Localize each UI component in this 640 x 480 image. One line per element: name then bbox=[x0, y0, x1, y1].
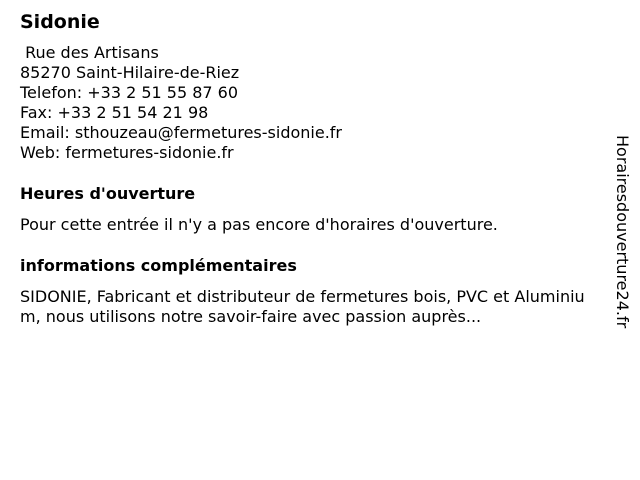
fax-number: Fax: +33 2 51 54 21 98 bbox=[20, 103, 209, 122]
watermark-container bbox=[612, 135, 632, 345]
business-card bbox=[20, 10, 600, 327]
site-watermark: Horairesdouverture24.fr bbox=[613, 135, 632, 329]
opening-hours-heading: Heures d'ouverture bbox=[20, 184, 196, 203]
email-address: Email: sthouzeau@fermetures-sidonie.fr bbox=[20, 123, 342, 142]
additional-info-text: SIDONIE, Fabricant et distributeur de fermetures bois, PVC et Aluminium, nous utilisons notre savoir-faire avec passion auprès... bbox=[20, 287, 585, 326]
business-name: Sidonie bbox=[20, 11, 100, 33]
additional-info-heading: informations complémentaires bbox=[20, 256, 297, 275]
opening-hours-text: Pour cette entrée il n'y a pas encore d'horaires d'ouverture. bbox=[20, 215, 498, 234]
address-street: Rue des Artisans bbox=[20, 43, 159, 62]
phone-number: Telefon: +33 2 51 55 87 60 bbox=[20, 83, 239, 102]
website: Web: fermetures-sidonie.fr bbox=[20, 143, 234, 162]
address-city: 85270 Saint-Hilaire-de-Riez bbox=[20, 63, 240, 82]
